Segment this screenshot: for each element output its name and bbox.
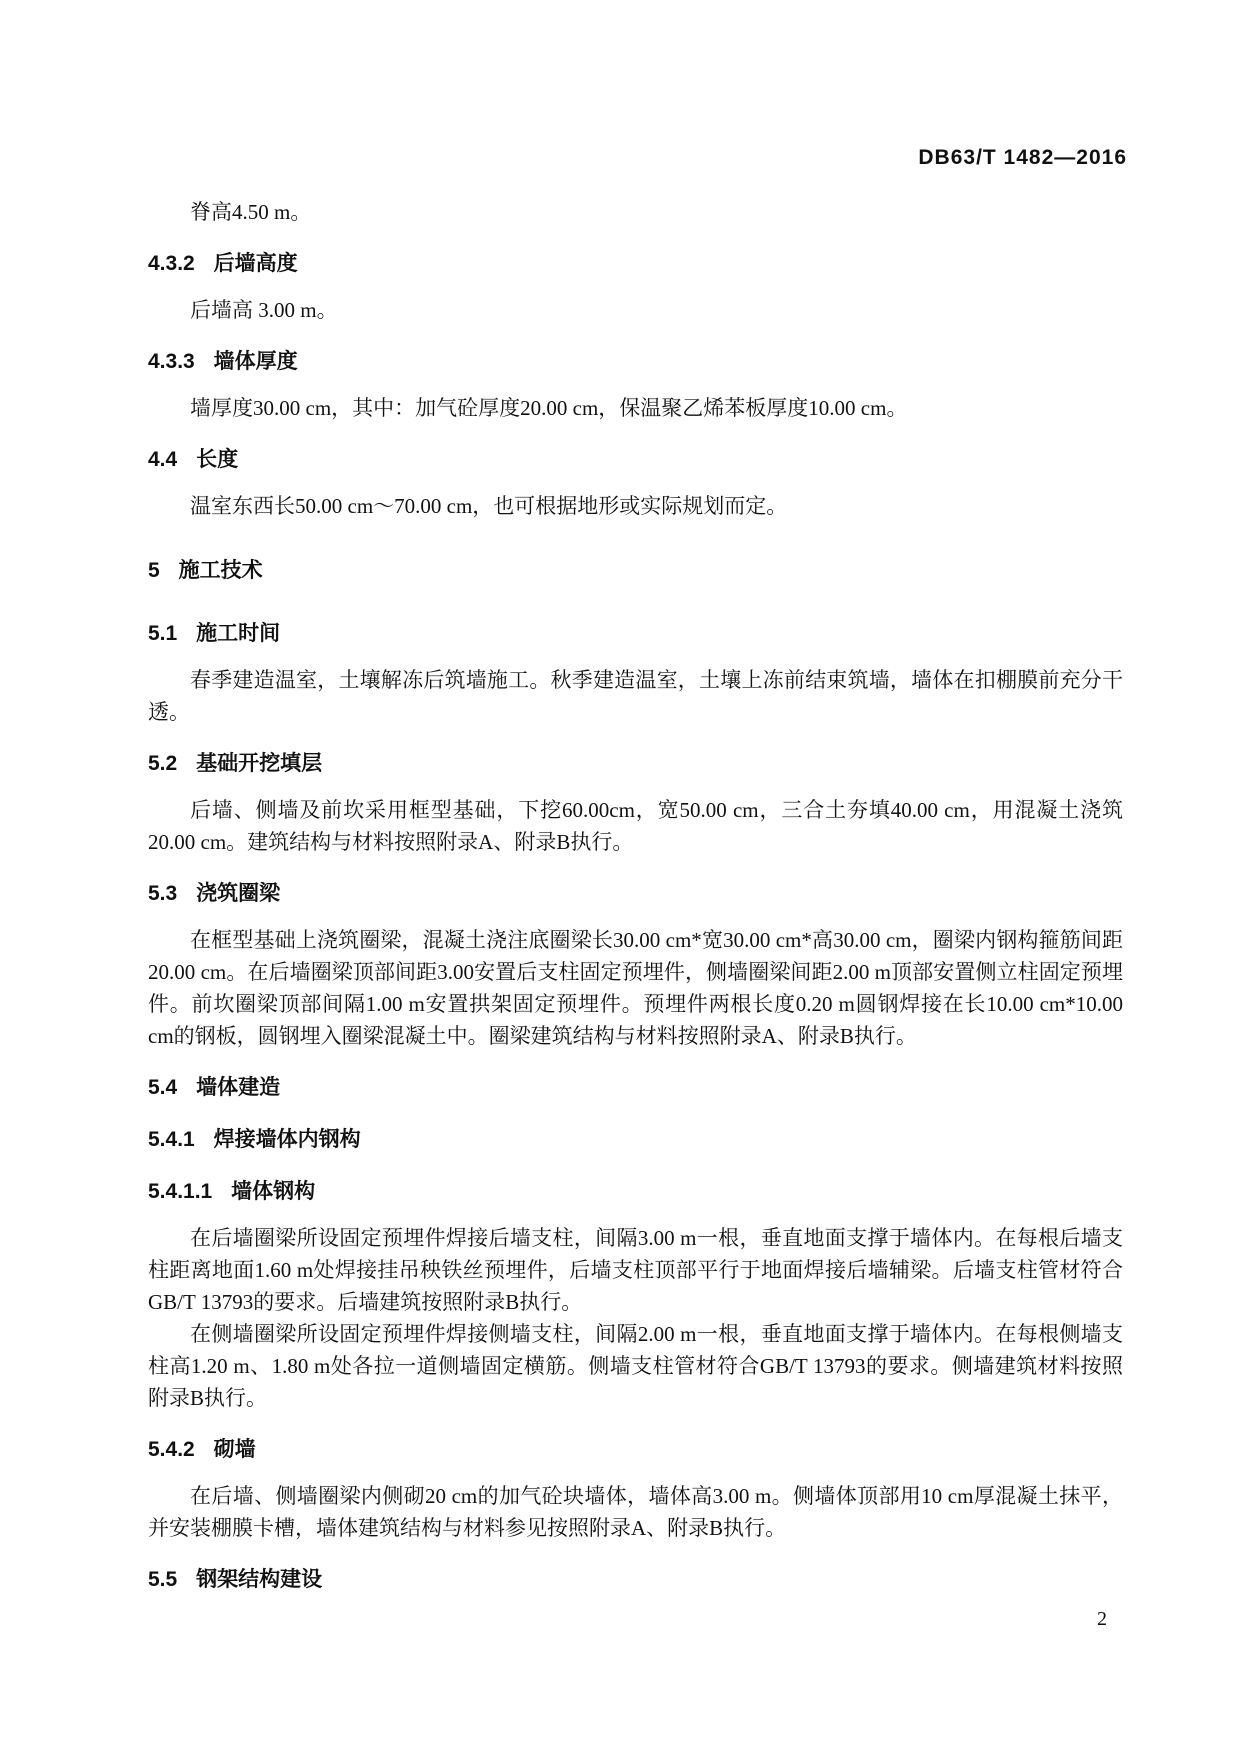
heading-number: 5.4.1 xyxy=(148,1128,195,1151)
heading-4-4 xyxy=(148,444,1123,476)
document-body xyxy=(148,196,1123,1610)
heading-5-1 xyxy=(148,618,1123,650)
heading-number: 5.1 xyxy=(148,622,178,645)
heading-5-2 xyxy=(148,748,1123,780)
page-number: 2 xyxy=(1097,1608,1107,1630)
heading-title: 砌墙 xyxy=(213,1438,256,1461)
heading-title: 钢架结构建设 xyxy=(196,1568,323,1591)
paragraph-construction-time: 春季建造温室，土壤解冻后筑墙施工。秋季建造温室，土壤上冻前结束筑墙，墙体在扣棚膜前充分干透。 xyxy=(148,668,1123,724)
heading-number: 5 xyxy=(148,559,160,582)
heading-title: 后墙高度 xyxy=(213,252,298,275)
heading-4-3-3 xyxy=(148,346,1123,378)
heading-number: 4.4 xyxy=(148,448,178,471)
paragraph-side-wall-steel: 在侧墙圈梁所设固定预埋件焊接侧墙支柱，间隔2.00 m一根，垂直地面支撑于墙体内。在每根侧墙支柱高1.20 m、1.80 m处各拉一道侧墙固定横筋。侧墙支柱管材符合GB/T 13793的要求。侧墙建筑材料按照附录B执行。 xyxy=(148,1322,1123,1410)
heading-number: 5.4.2 xyxy=(148,1438,195,1461)
heading-title: 墙体钢构 xyxy=(231,1180,316,1203)
heading-number: 5.4.1.1 xyxy=(148,1180,213,1203)
paragraph-foundation: 后墙、侧墙及前坎采用框型基础，下挖60.00cm，宽50.00 cm，三合土夯填40.00 cm，用混凝土浇筑20.00 cm。建筑结构与材料按照附录A、附录B执行。 xyxy=(148,798,1123,854)
heading-title: 浇筑圈梁 xyxy=(196,882,281,905)
heading-5-4-1 xyxy=(148,1124,1123,1156)
heading-5-4-1-1 xyxy=(148,1176,1123,1208)
paragraph-masonry-wall: 在后墙、侧墙圈梁内侧砌20 cm的加气砼块墙体，墙体高3.00 m。侧墙体顶部用10 cm厚混凝土抹平，并安装棚膜卡槽，墙体建筑结构与材料参见按照附录A、附录B执行。 xyxy=(148,1484,1123,1540)
heading-5-4 xyxy=(148,1072,1123,1104)
heading-number: 4.3.3 xyxy=(148,350,195,373)
heading-5 xyxy=(148,555,1123,587)
heading-title: 基础开挖填层 xyxy=(196,752,323,775)
paragraph-ring-beam: 在框型基础上浇筑圈梁，混凝土浇注底圈梁长30.00 cm*宽30.00 cm*高30.00 cm，圈梁内钢构箍筋间距20.00 cm。在后墙圈梁顶部间距3.00安置后支柱固定预埋件，侧墙圈梁间距2.00 m顶部安置侧立柱固定预埋件。前坎圈梁顶部间隔1.00 m安置拱架固定预埋件。预埋件两根长度0.20 m圆钢焊接在长10.00 cm*10.00 cm的钢板，圆钢埋入圈梁混凝土中。圈梁建筑结构与材料按照附录A、附录B执行。 xyxy=(148,928,1123,1048)
paragraph-back-wall-height: 后墙高 3.00 m。 xyxy=(190,298,338,322)
heading-5-3 xyxy=(148,878,1123,910)
heading-title: 焊接墙体内钢构 xyxy=(213,1128,361,1151)
heading-title: 施工技术 xyxy=(178,559,263,582)
heading-title: 施工时间 xyxy=(196,622,281,645)
paragraph-ridge-height: 脊高4.50 m。 xyxy=(190,200,312,224)
heading-title: 墙体建造 xyxy=(196,1076,281,1099)
heading-number: 5.3 xyxy=(148,882,178,905)
heading-title: 墙体厚度 xyxy=(213,350,298,373)
heading-4-3-2 xyxy=(148,248,1123,280)
heading-title: 长度 xyxy=(196,448,239,471)
heading-5-4-2 xyxy=(148,1434,1123,1466)
paragraph-wall-thickness: 墙厚度30.00 cm，其中：加气砼厚度20.00 cm，保温聚乙烯苯板厚度10.00 cm。 xyxy=(190,396,908,420)
paragraph-back-wall-steel: 在后墙圈梁所设固定预埋件焊接后墙支柱，间隔3.00 m一根，垂直地面支撑于墙体内。在每根后墙支柱距离地面1.60 m处焊接挂吊秧铁丝预埋件，后墙支柱顶部平行于地面焊接后墙辅梁。后墙支柱管材符合GB/T 13793的要求。后墙建筑按照附录B执行。 xyxy=(148,1226,1123,1314)
heading-5-5 xyxy=(148,1564,1123,1596)
heading-number: 5.2 xyxy=(148,752,178,775)
heading-number: 4.3.2 xyxy=(148,252,195,275)
paragraph-length: 温室东西长50.00 cm～70.00 cm，也可根据地形或实际规划而定。 xyxy=(190,494,788,518)
standard-code-header: DB63/T 1482—2016 xyxy=(918,146,1127,169)
heading-number: 5.4 xyxy=(148,1076,178,1099)
heading-number: 5.5 xyxy=(148,1568,178,1591)
